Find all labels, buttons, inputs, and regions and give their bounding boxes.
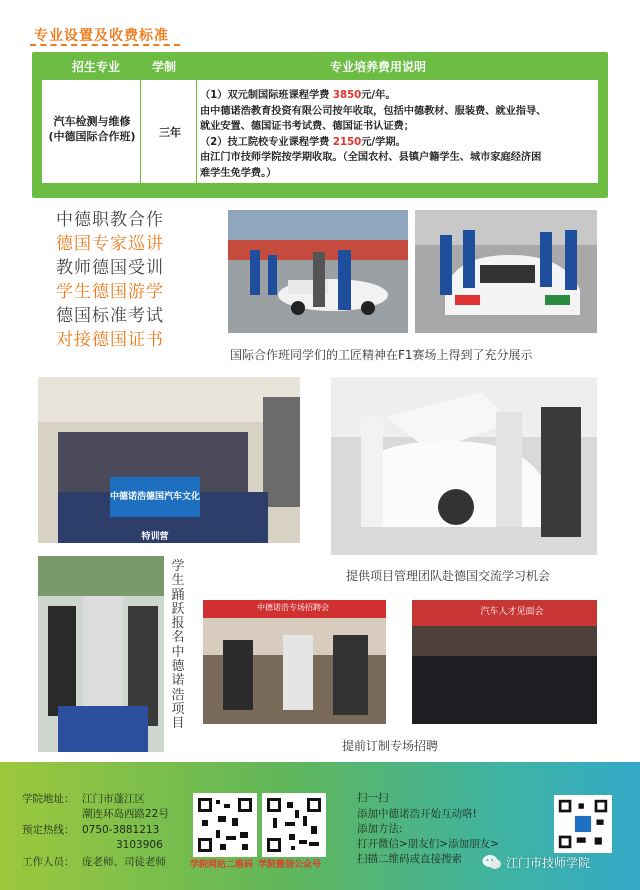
fee-line: （1）双元制国际班课程学费 3850元/年。 — [200, 90, 396, 101]
hotline-extension: 3103906 — [116, 839, 163, 851]
photo-group-banner — [38, 377, 300, 543]
slogan-item: 对接德国证书 — [56, 330, 164, 350]
title-underline — [30, 44, 180, 46]
caption-germany: 提供项目管理团队赴德国交流学习机会 — [346, 569, 551, 583]
fee-amount-intl: 3850 — [332, 90, 362, 101]
fee-line: （2）技工院校专业课程学费 2150元/学期。 — [200, 136, 406, 148]
fee-line: 就业安置、德国证书考试费、德国证书认证费； — [200, 121, 414, 132]
address-line2: 潮连环岛西路22号 — [82, 808, 169, 820]
website-qr-code[interactable] — [193, 793, 257, 857]
caption-f1: 国际合作班同学们的工匠精神在F1赛场上得到了充分展示 — [230, 348, 533, 362]
hotline-number: 0750-3881213 — [82, 824, 160, 836]
header-years: 学制 — [152, 60, 177, 74]
hotline-label: 预定热线： — [22, 824, 75, 836]
fee-description — [200, 88, 596, 181]
scan-line: 打开微信>朋友们>添加朋友> — [357, 838, 499, 850]
photo-recruit-booth — [203, 600, 386, 724]
staff-names: 庞老师、司徒老师 — [82, 856, 166, 868]
wechat-icon — [482, 854, 502, 870]
fee-amount-school: 2150 — [332, 136, 362, 148]
address-line1: 江门市蓬江区 — [82, 793, 145, 805]
major-name: 汽车检测与维修 — [53, 115, 131, 128]
fair-banner: 中德诺浩专场招聘会 — [257, 603, 329, 612]
photo-f1-track — [228, 210, 408, 333]
staff-label: 工作人员： — [22, 856, 75, 868]
banner: 中德诺浩德国汽车文化特训营 — [110, 477, 200, 517]
scan-line: 添加方法: — [357, 823, 403, 835]
photo-germany-engine — [331, 377, 597, 555]
wechat-account-name: 江门市技师学院 — [506, 856, 591, 870]
fee-line: 难学生免学费。） — [200, 167, 277, 179]
scan-title: 扫一扫 — [357, 792, 389, 804]
slogan-item: 教师德国受训 — [56, 258, 164, 278]
caption-enrollment-vertical: 学生踊跃报名中德诺浩项目 — [171, 559, 185, 732]
slogan-item: 德国专家巡讲 — [56, 234, 164, 254]
website-qr-label: 学院网站二维码 — [190, 860, 254, 870]
header-description: 专业培养费用说明 — [330, 60, 427, 74]
slogan-list — [56, 208, 226, 352]
fair-banner-2: 汽车人才见面会 — [480, 607, 544, 617]
scan-line: 扫描二维码或直接搜索 — [357, 853, 462, 865]
address-label: 学院地址： — [22, 793, 75, 805]
fee-line: 由江门市技师学院按学期收取。（全国农村、县镇户籍学生、城市家庭经济困 — [200, 152, 542, 163]
header-major: 招生专业 — [72, 60, 121, 74]
column-divider — [196, 80, 197, 183]
slogan-item: 德国标准考试 — [56, 306, 164, 326]
wechat-qr-label: 学院微信公众号 — [258, 860, 322, 870]
photo-recruit-hall — [412, 600, 597, 724]
fee-line: 由中德诺浩教育投资有限公司按年收取，包括中德教材、服装费、就业指导、 — [200, 105, 547, 117]
caption-recruit: 提前订制专场招聘 — [342, 739, 439, 753]
photo-f1-car — [415, 210, 597, 333]
scan-line: 添加中德诺浩开始互动咯! — [357, 808, 477, 820]
zhongde-qr-code[interactable] — [554, 795, 612, 853]
photo-enrollment — [38, 556, 164, 752]
slogan-item: 中德职教合作 — [56, 210, 164, 230]
section-title: 专业设置及收费标准 — [34, 28, 169, 44]
wechat-account-qr-code[interactable] — [262, 793, 326, 857]
slogan-item: 学生德国游学 — [56, 282, 164, 302]
major-cell — [44, 114, 140, 144]
column-divider — [140, 80, 141, 183]
major-program: (中德国际合作班) — [48, 130, 136, 143]
years-cell: 三年 — [159, 126, 181, 139]
